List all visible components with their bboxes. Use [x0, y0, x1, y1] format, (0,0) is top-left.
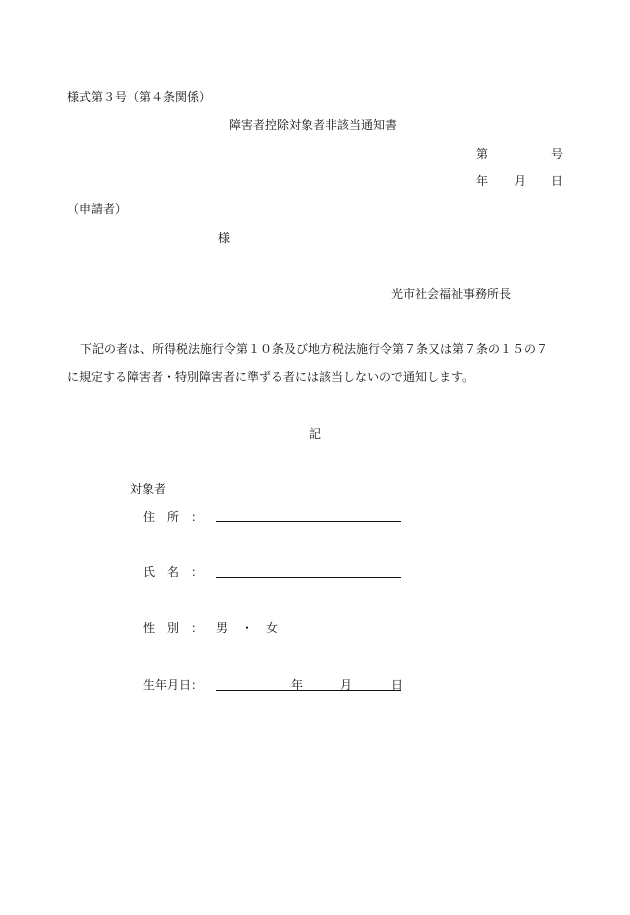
birthdate-month: 月 — [340, 678, 353, 692]
body-text-line-2: に規定する障害者・特別障害者に準ずる者には該当しないので通知します。 — [67, 370, 475, 384]
name-field-line[interactable] — [216, 577, 401, 578]
sex-option-female[interactable]: 女 — [266, 621, 279, 635]
issue-date-day: 日 — [551, 174, 564, 188]
issuer-name: 光市社会福祉事務所長 — [391, 287, 512, 301]
birthdate-field-line[interactable] — [216, 690, 401, 691]
note-heading: 記 — [309, 427, 322, 441]
name-label: 氏 名 ： — [143, 565, 204, 579]
issue-date-month: 月 — [514, 174, 527, 188]
birthdate-day: 日 — [391, 678, 404, 692]
document-title: 障害者控除対象者非該当通知書 — [229, 118, 398, 132]
body-text-line-1: 下記の者は、所得税法施行令第１０条及び地方税法施行令第７条又は第７条の１５の７ — [80, 342, 549, 356]
honorific-sama: 様 — [218, 231, 231, 245]
document-number-prefix: 第 — [476, 147, 489, 161]
applicant-label: （申請者） — [67, 202, 128, 216]
sex-option-separator: ・ — [241, 621, 254, 635]
target-person-heading: 対象者 — [130, 482, 167, 496]
document-number-suffix: 号 — [551, 147, 564, 161]
sex-label: 性 別 ： — [143, 621, 204, 635]
address-field-line[interactable] — [216, 521, 401, 522]
birthdate-label: 生年月日： — [143, 678, 204, 692]
sex-option-male[interactable]: 男 — [216, 621, 229, 635]
address-label: 住 所 ： — [143, 510, 204, 524]
form-number-label: 様式第３号（第４条関係） — [67, 90, 212, 104]
birthdate-year: 年 — [291, 678, 304, 692]
issue-date-year: 年 — [476, 174, 489, 188]
